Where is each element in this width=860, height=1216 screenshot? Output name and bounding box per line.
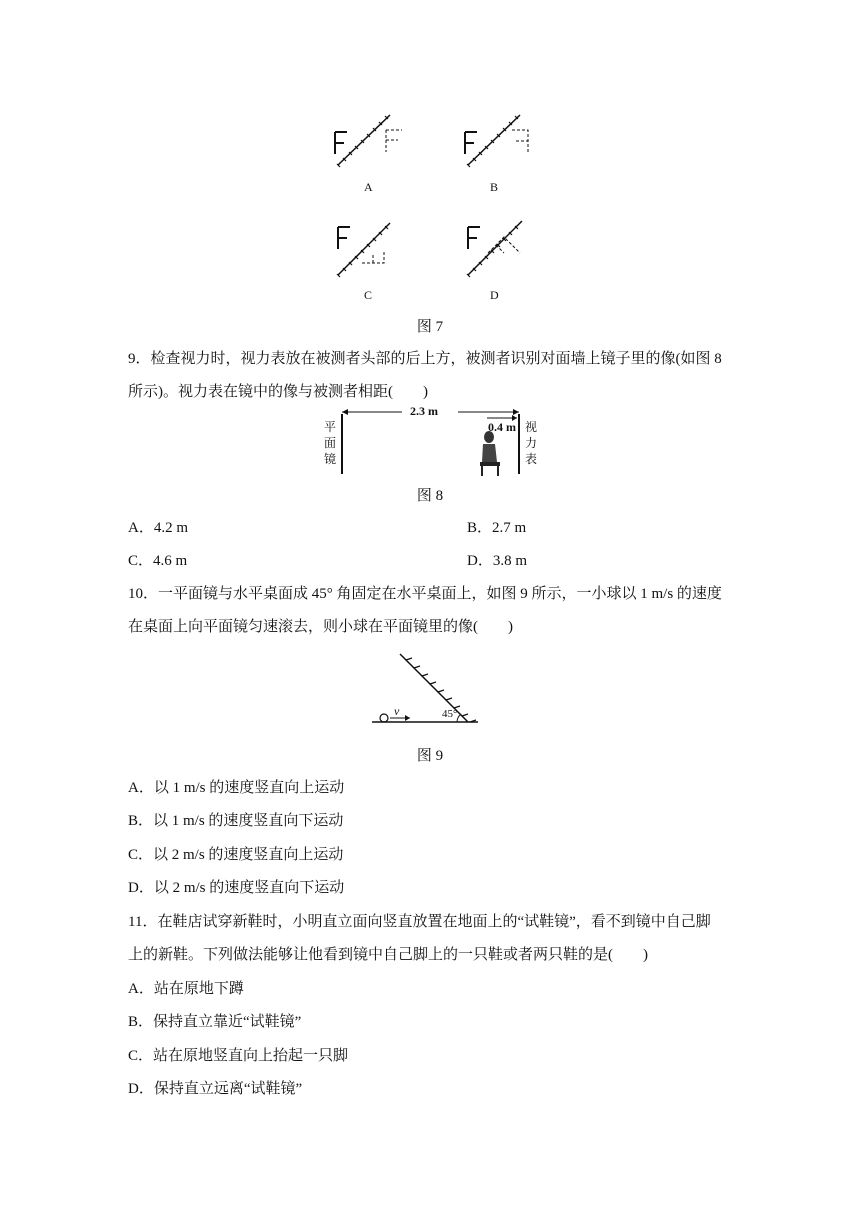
q11-stem-line1: 11．在鞋店试穿新鞋时，小明直立面向竖直放置在地面上的“试鞋镜”，看不到镜中自己脚 [128,914,711,930]
q11-choice-a: A．站在原地下蹲 [128,981,244,997]
figure-9-diagram [370,650,490,725]
chart-label-2: 力 [525,436,538,450]
chart-label-3: 表 [525,452,538,466]
fig7-panel-d [467,221,522,277]
fig7-label-a: A [364,180,373,194]
figure-7-caption: 图 7 [416,319,444,335]
distance-small-label: 0.4 m [488,420,516,434]
person-icon [480,431,500,476]
q10-choice-a: A．以 1 m/s 的速度竖直向上运动 [128,780,345,796]
q10-choice-d: D．以 2 m/s 的速度竖直向下运动 [128,880,345,896]
figure-7 [330,110,530,305]
mirror-label-1: 平 [324,420,337,434]
figure-9-caption: 图 9 [416,748,444,764]
angle-label: 45° [442,708,458,720]
q10-stem-line1: 10．一平面镜与水平桌面成 45° 角固定在水平桌面上，如图 9 所示，一小球以 1 m/s 的速度 [128,586,722,602]
figure-8 [322,404,542,478]
mirror-label-3: 镜 [324,452,337,466]
q10-choice-b: B．以 1 m/s 的速度竖直向下运动 [128,813,344,829]
fig7-label-c: C [364,288,373,302]
q9-choice-d: D．3.8 m [467,553,528,569]
figure-9 [370,650,490,725]
velocity-label: v [394,704,400,718]
distance-total-label: 2.3 m [410,404,438,418]
q11-choice-d: D．保持直立远离“试鞋镜” [128,1081,303,1097]
chart-label-1: 视 [525,420,538,434]
fig7-label-d: D [490,288,499,302]
q10-choice-c: C．以 2 m/s 的速度竖直向上运动 [128,847,344,863]
figure-7-diagram [330,110,530,305]
mirror-label-2: 面 [324,436,337,450]
q9-choice-b: B．2.7 m [467,520,527,536]
q9-choice-c: C．4.6 m [128,553,188,569]
q11-stem-line2: 上的新鞋。下列做法能够让他看到镜中自己脚上的一只鞋或者两只鞋的是( ) [128,947,648,963]
q10-stem-line2: 在桌面上向平面镜匀速滚去，则小球在平面镜里的像( ) [128,619,513,635]
fig7-panel-a [335,115,402,167]
q9-stem-line1: 9．检查视力时，视力表放在被测者头部的后上方，被测者识别对面墙上镜子里的像(如图 8 [128,351,722,367]
q11-choice-b: B．保持直立靠近“试鞋镜” [128,1014,302,1030]
q9-choice-a: A．4.2 m [128,520,189,536]
fig7-panel-c [337,223,390,277]
q11-choice-c: C．站在原地竖直向上抬起一只脚 [128,1048,349,1064]
fig7-label-b: B [490,180,499,194]
figure-8-caption: 图 8 [416,488,444,504]
q9-stem-line2: 所示)。视力表在镜中的像与被测者相距( ) [128,384,428,400]
fig7-panel-b [465,115,528,167]
